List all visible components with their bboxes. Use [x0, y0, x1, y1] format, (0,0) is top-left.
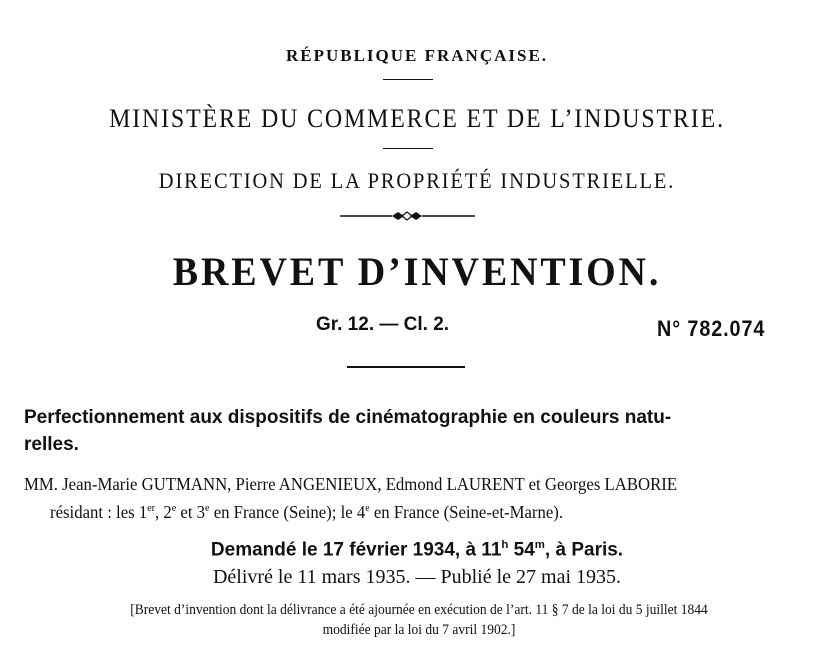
invention-title — [24, 404, 799, 458]
direction-heading: DIRECTION DE LA PROPRIÉTÉ INDUSTRIELLE. — [158, 168, 676, 193]
legal-note — [64, 600, 775, 640]
patent-number: N° 782.074 — [657, 316, 766, 341]
invention-title-line: relles. — [24, 434, 79, 455]
invention-title-line: Perfectionnement aux dispositifs de cinématographie en couleurs natu- — [24, 407, 672, 428]
inventors-names: MM. Jean-Marie GUTMANN, Pierre ANGENIEUX, Edmond LAURENT et Georges LABORIE — [24, 474, 678, 494]
patent-title: BREVET D’INVENTION. — [172, 249, 662, 294]
ornament-divider — [340, 209, 475, 223]
republic-heading: RÉPUBLIQUE FRANÇAISE. — [285, 46, 549, 65]
classification: Gr. 12. — Cl. 2. — [316, 314, 450, 335]
divider — [347, 366, 465, 368]
legal-note-line: modifiée par la loi du 7 avril 1902.] — [322, 622, 516, 638]
issue-publication-date: Délivré le 11 mars 1935. — Publié le 27 mai 1935. — [212, 566, 622, 588]
legal-note-line: [Brevet d’invention dont la délivrance a été ajournée en exécution de l’art. 11 § 7 de la loi du 5 juillet 1844 — [130, 602, 708, 618]
inventors-residence: résidant : les 1er, 2e et 3e en France (Seine); le 4e en France (Seine-et-Marne). — [50, 502, 564, 522]
inventors — [24, 472, 677, 524]
ministry-heading: MINISTÈRE DU COMMERCE ET DE L’INDUSTRIE. — [109, 104, 725, 133]
filing-date: Demandé le 17 février 1934, à 11$^h$ 54$^m$, à Paris. — [210, 539, 624, 561]
divider — [383, 79, 433, 80]
divider — [383, 148, 433, 149]
